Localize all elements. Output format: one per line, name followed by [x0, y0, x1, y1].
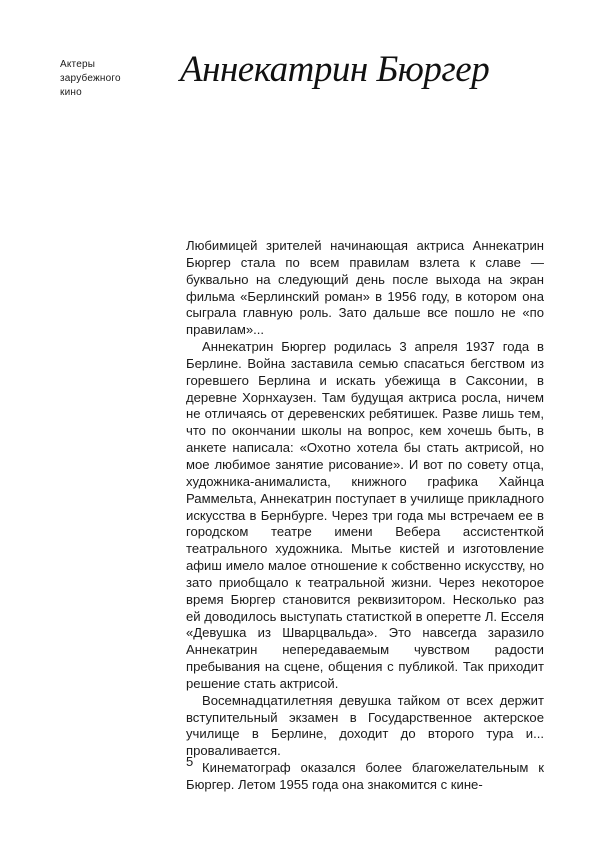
series-line: Актеры	[60, 59, 96, 70]
article-paragraph: Аннекатрин Бюргер родилась 3 апреля 1937 года в Берлине. Война заставила семью спасаться бегством из горевшего Берлина и искать убежища в Саксонии, в деревне Хорнхаузен. Там будущая актриса росла, ничем не отличаясь от деревенских ребятишек. Разве лишь тем, что по окончании школы на вопрос, кем хочешь быть, в анкете написала: «Охотно хотела бы стать актрисой, но мое любимое занятие рисование». И вот по совету отца, художника-анималиста, книжного графика Хайнца Раммельта, Аннекатрин поступает в училище прикладного искусства в Бернбурге. Через три года мы встречаем ее в городском театре имени Вебера ассистенткой театрального художника. Мытье кистей и изготовление афиш имело малое отношение к собственно искусству, но зато приобщало к театральной жизни. Через некоторое время Бюргер становится реквизитором. Несколько раз ей доводилось выступать статисткой в оперетте Л. Есселя «Девушка из Шварцвальда». Это навсегда заразило Аннекатрин непередаваемым чувством радости пребывания на сцене, общения с публикой. Так приходит решение стать актрисой.	[186, 339, 544, 691]
page-number: 5	[186, 754, 194, 769]
series-line: зарубежного	[60, 73, 121, 84]
series-label	[60, 58, 170, 100]
series-line: кино	[60, 87, 82, 98]
article-paragraph: Любимицей зрителей начинающая актриса Аннекатрин Бюргер стала по всем правилам взлета к славе — буквально на следующий день после выхода на экран фильма «Берлинский роман» в 1956 году, в котором она сыграла главную роль. Зато дальше все пошло не «по правилам»...	[186, 238, 544, 338]
article-body	[186, 238, 544, 794]
article-paragraph: Восемнадцатилетняя девушка тайком от всех держит вступительный экзамен в Государственное актерское училище в Берлине, доходит до второго тура и... проваливается.	[186, 692, 544, 759]
article-paragraph: Кинематограф оказался более благожелательным к Бюргер. Летом 1955 года она знакомится с кине-	[186, 760, 544, 792]
page-title: Аннекатрин Бюргер	[180, 49, 490, 90]
